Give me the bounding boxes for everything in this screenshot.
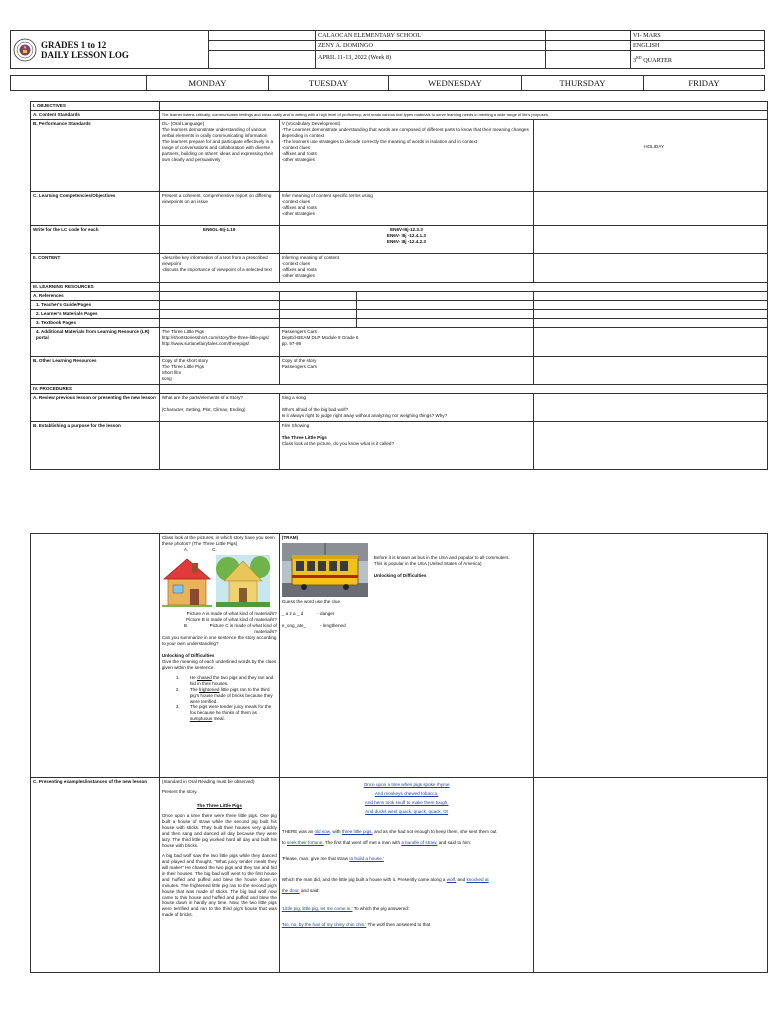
teachers-guide-label: 1. Teacher's Guide/Pages [31, 300, 160, 309]
school-value: CALAOCAN ELEMENTARY SCHOOL [316, 31, 546, 41]
blank-cell [534, 300, 768, 309]
rhyme-line-1[interactable]: Once upon a time when pigs spoke rhyme [363, 782, 450, 787]
blank-cell [279, 291, 356, 300]
competencies-monday: Present a coherent, comprehensive report on differing viewpoints on an issue [159, 191, 279, 225]
purpose-line2: The Three Little Pigs [281, 434, 327, 440]
references-label: A. References [31, 291, 160, 300]
tram-unlocking-title: Unlocking of Difficulties [373, 572, 427, 578]
blank-cell [279, 309, 356, 318]
rhyme-line-2[interactable]: And monkeys chewed tobacco, [374, 791, 439, 796]
lc-code-label: Write for the LC code for each [31, 225, 160, 253]
p1-text-b: , with [329, 829, 342, 834]
p1-text-f: and said to him: [437, 840, 472, 845]
rhyme-line-4[interactable]: And ducks went quack, quack, quack, O! [365, 809, 449, 814]
blank-cell [534, 356, 768, 384]
additional-monday: The Three Little Pigs http://shortstoriesshort.com/story/the-three-little-pigs/ http://www.surlanefairytales.com/threepigs/ [159, 327, 279, 356]
pig-houses [162, 555, 277, 607]
p1-text-e: The first that went off met a man with [323, 840, 402, 845]
p1-link-straw[interactable]: a bundle of straw, [401, 840, 438, 845]
p3-text-c: and said: [299, 887, 320, 893]
blank-cell [546, 41, 631, 51]
summarize-question: Can you summarize in one sentence the story according to your own understanding? [161, 634, 277, 646]
question-b: Picture B is made of what kind of material/s? [186, 616, 277, 622]
presenting-monday [159, 778, 279, 973]
objectives-heading: I. OBJECTIVES [31, 102, 160, 111]
p1-link-fortune[interactable]: seek their fortune. [286, 840, 324, 845]
blank-cell [534, 534, 768, 778]
quarter-value [631, 51, 765, 69]
unlocking-title: Unlocking of Difficulties [161, 652, 215, 658]
blank-cell [534, 309, 768, 318]
blank-cell [546, 31, 631, 41]
tuesday-paragraph-1 [282, 826, 532, 848]
lc-code-tuesday: EN6V-IIIj-12.3.3 EN6V- IIIj -12.4.1.3 EN6V- IIIj -12.4.2.3 [279, 225, 534, 253]
learners-materials-label: 2. Learner's Materials Pages [31, 309, 160, 318]
blank-cell [159, 291, 279, 300]
date-value: APRIL 11-13, 2022 (Week 8) [316, 51, 546, 69]
blank-cell [534, 191, 768, 225]
p3-link-knocked[interactable]: knocked at [466, 876, 489, 882]
content-standards-label: A. Content Standards [31, 110, 160, 119]
tuesday-paragraph-5 [282, 922, 532, 928]
p1-link-three-pigs[interactable]: three little pigs, [341, 829, 373, 834]
unlock-item-3: 3. The pigs were tender juicy meals for the fox because he thinks of them as sumptuous meal. [175, 704, 272, 722]
guess-instruction: Guess the word use the clue [281, 598, 341, 604]
day-monday: MONDAY [147, 76, 269, 91]
item2-text-b: little pigs ran to the third pig's house made of bricks because they were terrified. [189, 686, 273, 704]
teacher-value: ZENY A. DOMINGO [316, 41, 546, 51]
title-line1: GRADES 1 to 12 [41, 39, 107, 50]
p1-text-a: THERE was an [281, 829, 315, 834]
blank-cell [159, 384, 767, 393]
item3-text-b: meal. [212, 716, 225, 722]
quarter-sup: RD [636, 55, 642, 60]
item3-underlined: sumptuous [189, 716, 213, 722]
story-title: The Three Little Pigs [196, 802, 242, 808]
blank-cell [209, 51, 316, 69]
blank-cell [356, 291, 534, 300]
tram-text: Before it is known as bus in the USA and popular to all commuters. This is popular in the USA (United States of America) [373, 554, 510, 566]
p4-text-b: To which the pig answered: [352, 905, 410, 911]
p3-link-wolf[interactable]: wolf, [446, 876, 457, 882]
content-monday: -describe key information of a text from a prescribed viewpoint -discuss the importance of viewpoint of a selected text [159, 253, 279, 282]
blank-cell [356, 318, 534, 327]
brick-house-icon [162, 555, 212, 607]
question-a: Picture A is made of what kind of material/s? [186, 610, 277, 616]
review-monday: What are the parts/elements of a Story? (Character, Setting, Plot, Climax, Ending) [159, 393, 279, 421]
other-resources-label: B. Other Learning Resources [31, 356, 160, 384]
blank-cell [534, 318, 768, 327]
other-monday: Copy of the short story The Three Little Pigs Short film song [159, 356, 279, 384]
holiday-label: HOLIDAY [644, 143, 665, 149]
p4-link-little-pig[interactable]: 'Little pig, little pig, let me come in.' [281, 905, 353, 911]
lesson-table-page2 [30, 533, 768, 973]
blank-cell [534, 253, 768, 282]
item1-text-b: the two pigs and they ran and hid in their houses. [189, 674, 274, 686]
blank-cell [159, 282, 767, 291]
p5-text-b: The wolf then answered to that [366, 921, 431, 927]
blank-cell [209, 31, 316, 41]
day-wednesday: WEDNESDAY [389, 76, 522, 91]
deped-seal-icon [13, 38, 37, 62]
tuesday-paragraph-3 [282, 874, 532, 896]
content-label: II. CONTENT [31, 253, 160, 282]
additional-tuesday: Passengers Cars DepEd-BEAM DLP Module 8 Grade 6 pp. 97-98 [279, 327, 534, 356]
standard-note: (Standard in Oral Reading must be observed) [161, 779, 255, 784]
rhyme-line-3[interactable]: And hens took snuff to make them tough, [364, 800, 449, 805]
quarter-word: QUARTER [641, 57, 673, 65]
day-tuesday: TUESDAY [269, 76, 389, 91]
resources-label: III. LEARNING RESOURCES [31, 282, 160, 291]
p2-link-build-house[interactable]: to build a house.' [349, 856, 384, 861]
review-tuesday: Sing a song Who's afraid of the big bad wolf? Is it always right to judge right away without analyzing nor weighing things? Why? [279, 393, 534, 421]
blank-cell [534, 291, 768, 300]
mon-intro: Class look at the pictures, in which story have you seen these photos? (The Three Little Pigs) [161, 535, 275, 546]
pic-c-label: C. [212, 546, 217, 552]
days-table [10, 75, 765, 91]
blank-cell [534, 421, 768, 469]
question-c: Picture C is made of what kind of material/s? [209, 622, 277, 634]
motivation-monday [159, 534, 279, 778]
blank-cell [534, 393, 768, 421]
lesson-table-page1 [30, 101, 768, 470]
blank-cell [546, 51, 631, 69]
days-blank [11, 76, 147, 91]
blank-cell [534, 327, 768, 356]
p1-text-c: and as she had not enough to keep them, she sent them out [372, 829, 497, 834]
blank-cell [356, 300, 534, 309]
p1-link-old-sow[interactable]: old sow [314, 829, 330, 834]
pic-a-label: A. [183, 546, 189, 552]
unlock-item-1: 1. He chased the two pigs and they ran and hid in their houses. [175, 674, 274, 686]
guess-item-2 [282, 623, 532, 629]
item1-text-a: He [189, 674, 197, 680]
performance-tuesday: V (Vocabulary Development) -The Learners demonstrate understanding that words are composed of different parts to know that their meaning changes depending in context -The learners use strategies to decode correctly the meaning of words in isolation and in context -context clues -affixes and roots -other strategies [279, 119, 534, 191]
content-standards-text: The learner listens critically; communicates feelings and ideas orally and in writing with a high level of proficiency; and reads various text types materials to serve learning needs in meeting a wide range of life's purposes. [159, 110, 767, 119]
purpose-label: B. Establishing a purpose for the lesson [31, 421, 160, 469]
blank-cell [159, 300, 279, 309]
lc-code-monday: EN6OL-IIIj-1.19 [159, 225, 279, 253]
performance-monday: OL- (Oral Language) The learners demonstrate understanding of various verbal elements in orally communicating information The learners prepare for and participate effectively in a range of conversations and collaboration with diverse partners, building on others' ideas and expressing their own clearly and persuasively [159, 119, 279, 191]
purpose-line3: Class look at the picture, do you know what is it called? [281, 440, 395, 446]
blank-cell [159, 318, 279, 327]
quarter-number: 3 [633, 57, 637, 65]
blank-cell [209, 41, 316, 51]
p2-text-a: 'Please, man, give me that straw [281, 856, 350, 861]
presenting-label: C. Presenting examples/instances of the new lesson [31, 778, 160, 973]
blank-cell [534, 225, 768, 253]
present-story: Present the story. [161, 788, 198, 794]
unlocking-instruction: Give the meaning of each underlined words by the clues given within the sentence. [161, 658, 277, 670]
tram-photo-icon [282, 543, 368, 597]
p3-text-b: and [456, 876, 467, 882]
blank-cell [279, 318, 356, 327]
review-label: A. Review previous lesson or presenting the new lesson [31, 393, 160, 421]
presenting-tuesday [279, 778, 534, 973]
performance-standards-label: B. Performance Standards [31, 119, 160, 191]
additional-materials-label: 4. Additional Materials from Learning Resource (LR) portal [31, 327, 160, 356]
blank-cell [279, 300, 356, 309]
competencies-tuesday: Infer meaning of content specific terms using -context clues -affixes and roots -other strategies [279, 191, 534, 225]
p3-link-door[interactable]: the door, [281, 887, 300, 893]
blank-cell [31, 534, 160, 778]
motivation-tuesday [279, 534, 534, 778]
p5-link-chiny-chin[interactable]: 'No, no, by the hair of my chiny chin chin.' [281, 921, 367, 927]
textbook-pages-label: 3. Textbook Pages [31, 318, 160, 327]
holiday-cell [534, 119, 768, 191]
p3-text-a: Which the man did, and the little pig built a house with it. Presently came along a [281, 876, 447, 882]
procedures-label: IV. PROCEDURES [31, 384, 160, 393]
item1-underlined: chased [196, 674, 212, 680]
purpose-line1: Film Showing [281, 422, 310, 428]
guess2-clue: - lengthened [320, 622, 346, 628]
purpose-tuesday [279, 421, 534, 469]
blank-cell [356, 309, 534, 318]
guess1-clue: - danger [317, 610, 335, 616]
competencies-label: C. Learning Competencies/Objectives [31, 191, 160, 225]
guess2-word: e_ong_ate_ [281, 622, 307, 628]
guess1-word: _ a z a _ d [281, 610, 304, 616]
header-table [10, 30, 765, 69]
story-paragraph-2: A big bad wolf saw the two little pigs while they danced and played and thought, "What juicy tender meals they will make!" He chased the two pigs and they ran and hid in their houses. The big bad wolf went to the first house and huffed and puffed and blew the house down in minutes. The frightened little pig ran to the second pig's house that was made of sticks. The big bad wolf now came to this house and huffed and puffed and blew the house down in hardly any time. Now, the two little pigs were terrified and ran to the third pig's house that was made of bricks. [161, 852, 277, 918]
title-cell [11, 31, 209, 69]
content-tuesday: Inferring meaning of content -context clues -affixes and roots -other strategies [279, 253, 534, 282]
blank-cell [159, 421, 279, 469]
item2-underlined: frightened [199, 686, 220, 692]
title-line2: DAILY LESSON LOG [41, 49, 129, 60]
item3-text-a: The pigs were tender juicy meals for the fox because he thinks of them as [189, 704, 272, 716]
straw-house-icon [216, 555, 270, 607]
p1-text-d: to [281, 840, 287, 845]
day-friday: FRIDAY [644, 76, 765, 91]
blank-cell [159, 309, 279, 318]
item2-text-a: The [189, 686, 200, 692]
story-paragraph-1: Once upon a time there were three little pigs. One pig built a house of straw while the second pig built his house with sticks. They built their houses very quickly and then sang and danced all day because they were lazy. The third little pig worked hard all day and built his house with bricks. [161, 812, 277, 848]
day-thursday: THURSDAY [522, 76, 644, 91]
blank-cell [159, 102, 767, 111]
subject-value: ENGLISH [631, 41, 765, 51]
tram-label: (TRAM) [281, 535, 299, 540]
unlock-item-2: 2. The frightened little pigs ran to the third pig's house made of bricks because they were terrified. [175, 686, 273, 704]
other-tuesday: Copy of the story Passengers Cars [279, 356, 534, 384]
question-c-label: B. [183, 622, 189, 628]
grade-value: VI- MARS [631, 31, 765, 41]
header [10, 30, 765, 91]
blank-cell [534, 778, 768, 973]
